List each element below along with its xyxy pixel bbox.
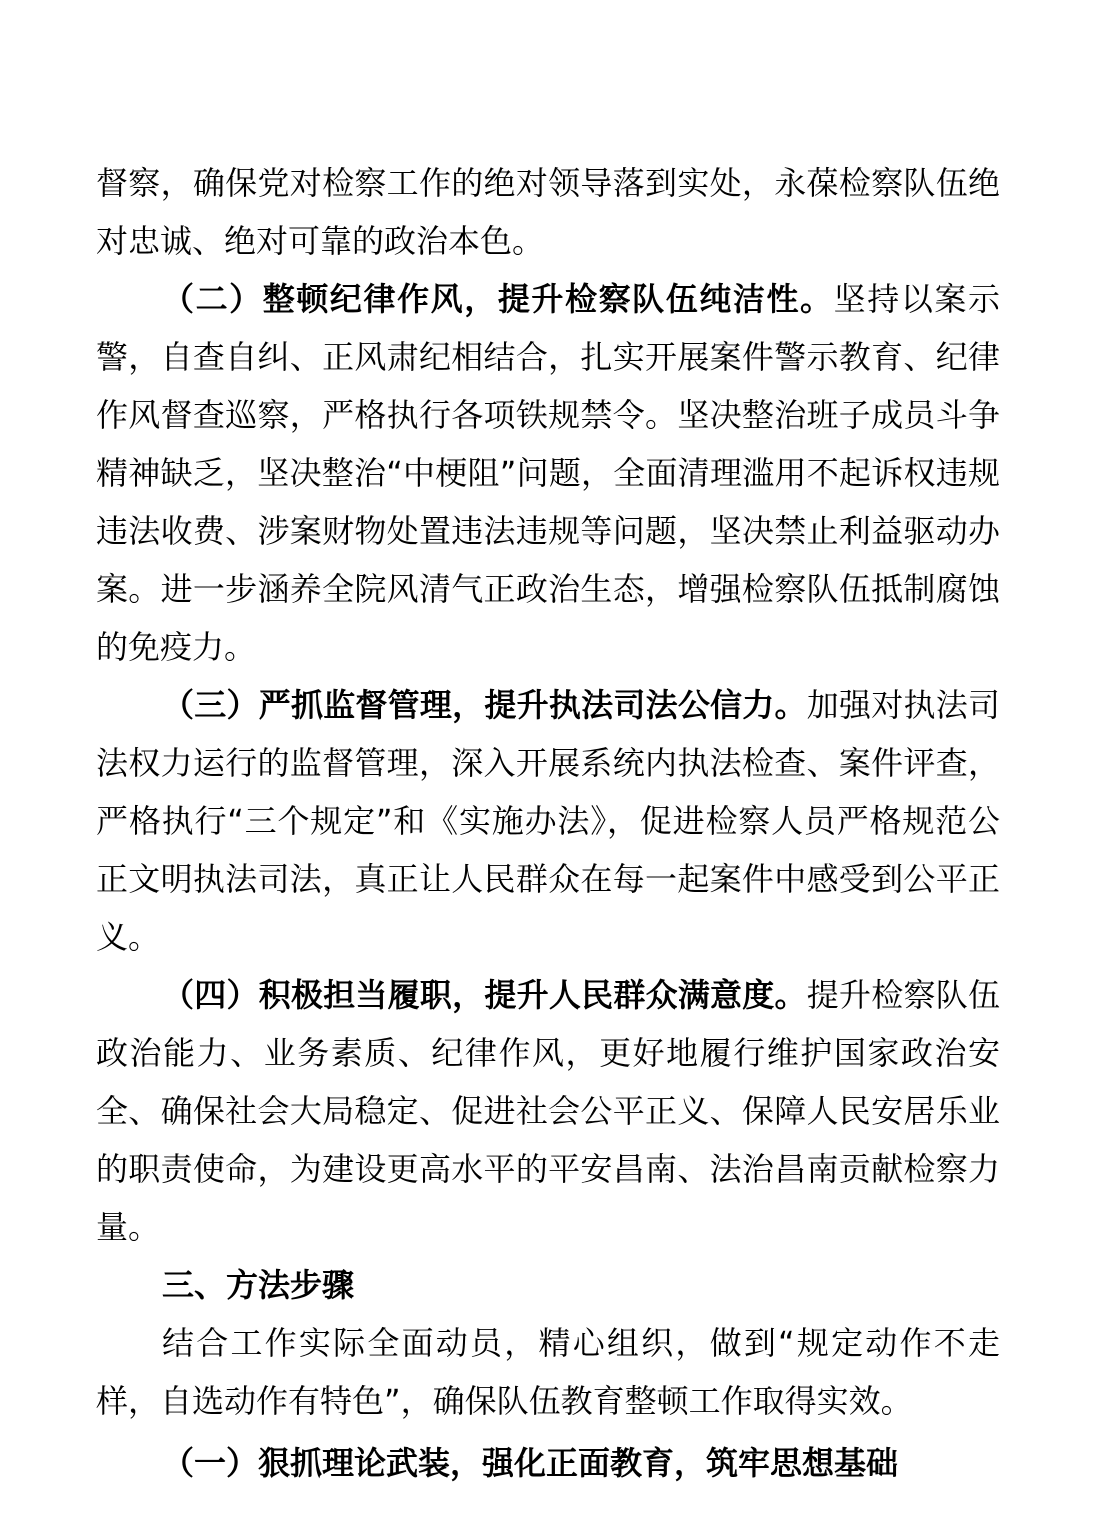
paragraph-discipline <box>96 270 1000 676</box>
paragraph-text: 结合工作实际全面动员，精心组织，做到“规定动作不走样，自选动作有特色”，确保队伍教育整顿工作取得实效。 <box>96 1324 1000 1420</box>
paragraph-supervision <box>96 676 1000 966</box>
paragraph-text: 提升检察队伍政治能力、业务素质、纪律作风，更好地履行维护国家政治安全、确保社会大局稳定、促进社会公平正义、保障人民安居乐业的职责使命，为建设更高水平的平安昌南、法治昌南贡献检察力量。 <box>96 976 1000 1246</box>
paragraph-text: 加强对执法司法权力运行的监督管理，深入开展系统内执法检查、案件评查，严格执行“三个规定”和《实施办法》，促进检察人员严格规范公正文明执法司法，真正让人民群众在每一起案件中感受到公平正义。 <box>96 686 1000 956</box>
paragraph-text: 督察，确保党对检察工作的绝对领导落到实处，永葆检察队伍绝对忠诚、绝对可靠的政治本色。 <box>96 164 1000 260</box>
paragraph-heading: （四）积极担当履职，提升人民群众满意度。 <box>162 976 807 1014</box>
paragraph-text: 坚持以案示警，自查自纠、正风肃纪相结合，扎实开展案件警示教育、纪律作风督查巡察，严格执行各项铁规禁令。坚决整治班子成员斗争精神缺乏，坚决整治“中梗阻”问题，全面清理滥用不起诉权违规违法收费、涉案财物处置违法违规等问题，坚决禁止利益驱动办案。进一步涵养全院风清气正政治生态，增强检察队伍抵制腐蚀的免疫力。 <box>96 280 1000 666</box>
paragraph-duty <box>96 966 1000 1256</box>
document-page <box>96 154 1000 1492</box>
section-title-methods: 三、方法步骤 <box>162 1266 355 1304</box>
paragraph-methods-intro <box>96 1314 1000 1430</box>
subsection-title-theory: （一）狠抓理论武装，强化正面教育，筑牢思想基础 <box>162 1444 899 1482</box>
paragraph-heading: （三）严抓监督管理，提升执法司法公信力。 <box>162 686 807 724</box>
paragraph-heading: （二）整顿纪律作风，提升检察队伍纯洁性。 <box>162 280 834 318</box>
paragraph-political-color <box>96 154 1000 270</box>
